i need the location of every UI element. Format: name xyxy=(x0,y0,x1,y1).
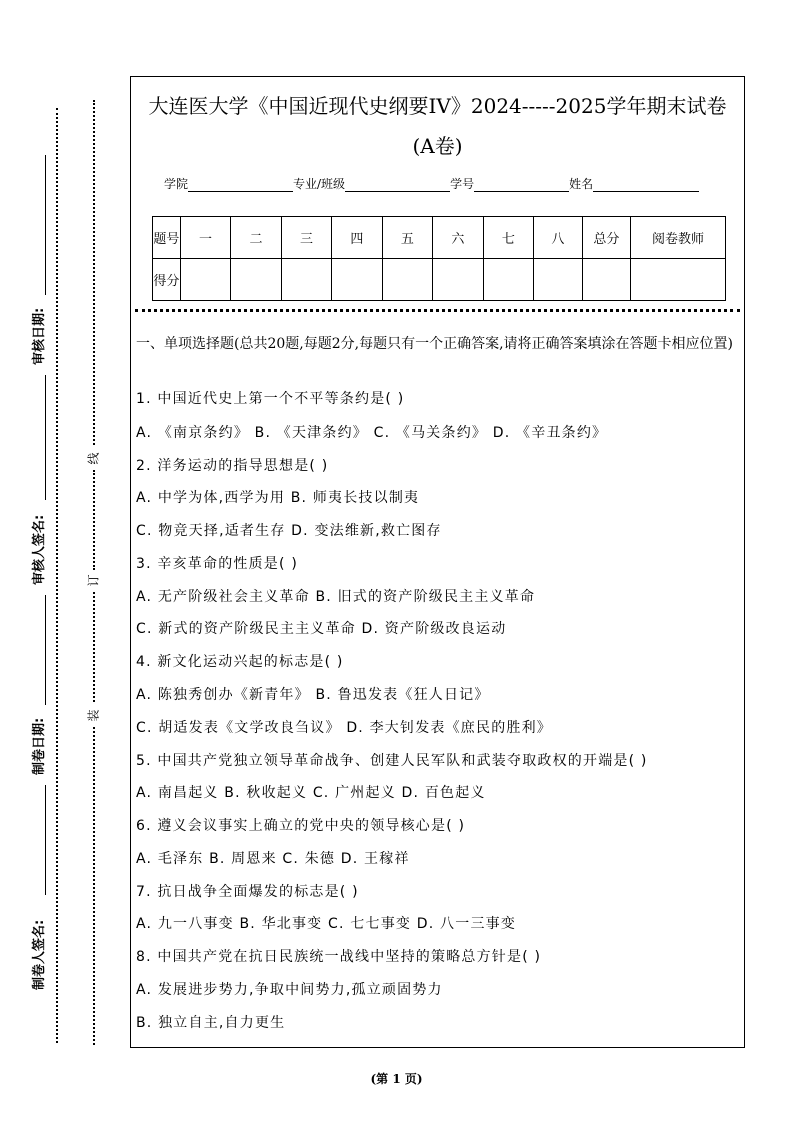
binding-dotted-line-4 xyxy=(93,592,95,702)
sign-line-3 xyxy=(45,595,46,705)
score-input[interactable] xyxy=(382,259,432,301)
sign-line-2 xyxy=(45,375,46,500)
option-line: A. 《南京条约》 B. 《天津条约》 C. 《马关条约》 D. 《辛丑条约》 xyxy=(136,425,608,441)
score-input[interactable] xyxy=(433,259,483,301)
score-input[interactable] xyxy=(582,259,631,301)
sign-line-1 xyxy=(45,155,46,295)
name-field[interactable] xyxy=(593,179,699,192)
option-line: B. 独立自主,自力更生 xyxy=(136,1015,286,1031)
score-row-label: 得分 xyxy=(153,259,181,301)
sign-line-4 xyxy=(45,785,46,895)
score-table-header-row xyxy=(153,217,726,259)
score-cell: 六 xyxy=(433,217,483,259)
major-label: 专业/班级 xyxy=(293,177,346,191)
score-input[interactable] xyxy=(534,259,583,301)
score-input[interactable] xyxy=(281,259,331,301)
option-line: A. 九一八事变 B. 华北事变 C. 七七事变 D. 八一三事变 xyxy=(136,916,517,932)
binding-mark-ding: 订 xyxy=(86,574,101,587)
question-line: 5. 中国共产党独立领导革命战争、创建人民军队和武装夺取政权的开端是( ) xyxy=(136,753,648,769)
score-cell: 题号 xyxy=(153,217,181,259)
option-line: A. 发展进步势力,争取中间势力,孤立顽固势力 xyxy=(136,982,443,998)
option-line: C. 物竞天择,适者生存 D. 变法维新,救亡图存 xyxy=(136,523,442,539)
option-line: A. 毛泽东 B. 周恩来 C. 朱德 D. 王稼祥 xyxy=(136,851,410,867)
score-cell: 五 xyxy=(382,217,432,259)
question-line: 1. 中国近代史上第一个不平等条约是( ) xyxy=(136,391,405,407)
make-date-label: 制卷日期: xyxy=(32,717,47,775)
exam-subtitle: (A卷) xyxy=(412,134,463,158)
option-line: A. 无产阶级社会主义革命 B. 旧式的资产阶级民主主义革命 xyxy=(136,589,536,605)
binding-dotted-line-1 xyxy=(56,108,58,1043)
score-table xyxy=(152,216,726,301)
binding-dotted-line-2 xyxy=(93,100,95,445)
score-input[interactable] xyxy=(332,259,382,301)
score-input[interactable] xyxy=(231,259,281,301)
score-cell: 三 xyxy=(281,217,331,259)
option-line: A. 中学为体,西学为用 B. 师夷长技以制夷 xyxy=(136,490,420,506)
score-cell: 总分 xyxy=(582,217,631,259)
score-input[interactable] xyxy=(631,259,726,301)
dotted-separator xyxy=(135,309,740,312)
score-cell: 二 xyxy=(231,217,281,259)
score-input[interactable] xyxy=(483,259,533,301)
score-input[interactable] xyxy=(180,259,230,301)
major-field[interactable] xyxy=(345,179,450,192)
score-cell: 一 xyxy=(180,217,230,259)
reviewer-sign-label: 审核人签名: xyxy=(32,514,47,585)
score-cell: 四 xyxy=(332,217,382,259)
review-date-label: 审核日期: xyxy=(32,307,47,365)
option-line: C. 胡适发表《文学改良刍议》 D. 李大钊发表《庶民的胜利》 xyxy=(136,720,553,736)
page-number: (第 1 页) xyxy=(370,1072,423,1086)
question-line: 3. 辛亥革命的性质是( ) xyxy=(136,556,298,572)
student-id-label: 学号 xyxy=(450,177,475,191)
question-line: 8. 中国共产党在抗日民族统一战线中坚持的策略总方针是( ) xyxy=(136,949,542,965)
student-info-line xyxy=(164,175,699,192)
exam-frame xyxy=(130,76,745,1048)
option-line: C. 新式的资产阶级民主主义革命 D. 资产阶级改良运动 xyxy=(136,621,507,637)
exam-title: 大连医大学《中国近现代史纲要IV》2024-----2025学年期末试卷 xyxy=(148,94,727,118)
score-cell: 阅卷教师 xyxy=(631,217,726,259)
binding-dotted-line-3 xyxy=(93,470,95,570)
student-id-field[interactable] xyxy=(474,179,569,192)
question-line: 2. 洋务运动的指导思想是( ) xyxy=(136,458,329,474)
section-heading: 一、单项选择题(总共20题,每题2分,每题只有一个正确答案,请将正确答案填涂在答题卡相应位置) xyxy=(136,336,733,352)
binding-mark-zhuang: 装 xyxy=(86,709,101,722)
college-label: 学院 xyxy=(164,177,189,191)
question-line: 7. 抗日战争全面爆发的标志是( ) xyxy=(136,884,359,900)
score-cell: 八 xyxy=(534,217,583,259)
college-field[interactable] xyxy=(188,179,293,192)
name-label: 姓名 xyxy=(569,177,594,191)
binding-mark-xian: 线 xyxy=(86,452,101,465)
question-line: 4. 新文化运动兴起的标志是( ) xyxy=(136,654,344,670)
binding-dotted-line-5 xyxy=(93,727,95,1045)
score-table-score-row xyxy=(153,259,726,301)
option-line: A. 陈独秀创办《新青年》 B. 鲁迅发表《狂人日记》 xyxy=(136,687,490,703)
maker-sign-label: 制卷人签名: xyxy=(32,919,47,990)
option-line: A. 南昌起义 B. 秋收起义 C. 广州起义 D. 百色起义 xyxy=(136,785,486,801)
question-line: 6. 遵义会议事实上确立的党中央的领导核心是( ) xyxy=(136,818,466,834)
score-cell: 七 xyxy=(483,217,533,259)
